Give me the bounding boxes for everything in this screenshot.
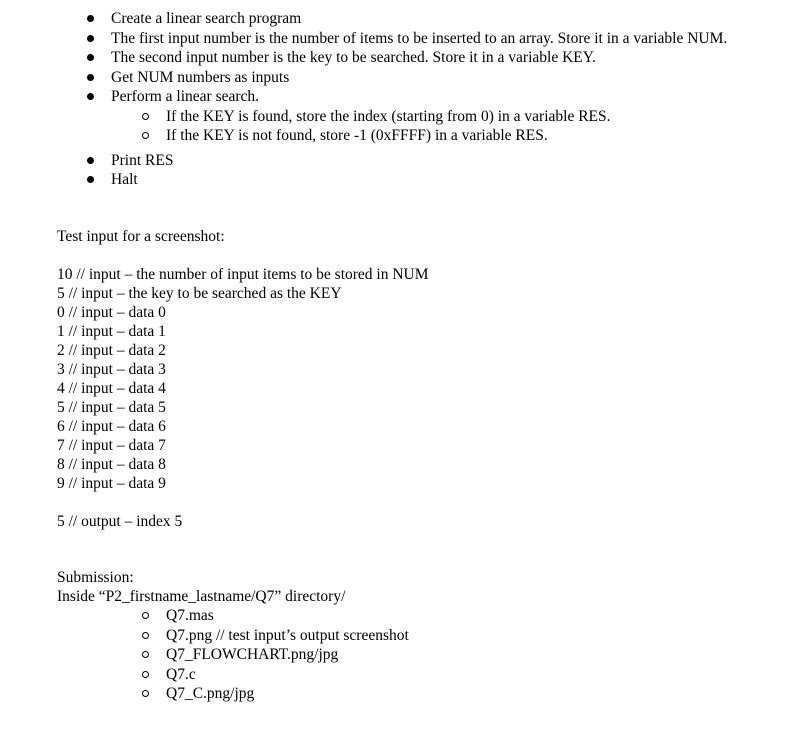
- sub-item: [111, 126, 748, 146]
- bullet-icon: [87, 54, 94, 61]
- requirement-item: [0, 151, 788, 171]
- submission-heading: Submission:: [57, 569, 134, 586]
- requirement-text: The second input number is the key to be searched. Store it in a variable KEY.: [111, 49, 596, 66]
- requirement-item: [0, 29, 788, 49]
- bullet-icon: [87, 93, 94, 100]
- test-line: 5 // input – the key to be searched as the KEY: [57, 285, 342, 302]
- requirement-item: [0, 48, 788, 68]
- requirement-text: Halt: [111, 171, 138, 188]
- submission-file-item: [0, 645, 409, 665]
- test-line: 9 // input – data 9: [57, 475, 166, 492]
- bullet-icon: [87, 74, 94, 81]
- requirement-item: [0, 9, 788, 29]
- search-sub-list: [111, 107, 748, 146]
- requirement-item: [0, 87, 788, 146]
- submission-file-list: [0, 606, 409, 704]
- circle-bullet-icon: [142, 113, 149, 120]
- test-line: 3 // input – data 3: [57, 361, 166, 378]
- test-line: 1 // input – data 1: [57, 323, 166, 340]
- test-input-block: [57, 265, 429, 493]
- sub-item: [111, 107, 748, 127]
- test-line: 10 // input – the number of input items to be stored in NUM: [57, 266, 429, 283]
- bullet-icon: [87, 176, 94, 183]
- bullet-icon: [87, 35, 94, 42]
- test-line: 8 // input – data 8: [57, 456, 166, 473]
- requirement-item: [0, 170, 788, 190]
- requirement-text: Create a linear search program: [111, 10, 302, 27]
- circle-bullet-icon: [142, 612, 149, 619]
- bullet-icon: [87, 157, 94, 164]
- test-line: 2 // input – data 2: [57, 342, 166, 359]
- submission-file-item: [0, 684, 409, 704]
- test-line: 6 // input – data 6: [57, 418, 166, 435]
- sub-item-text: If the KEY is found, store the index (starting from 0) in a variable RES.: [166, 107, 611, 125]
- test-line: 7 // input – data 7: [57, 437, 166, 454]
- requirement-text: Perform a linear search.: [111, 88, 260, 105]
- circle-bullet-icon: [142, 690, 149, 697]
- output-line: 5 // output – index 5: [57, 513, 183, 530]
- sub-item-text: If the KEY is not found, store -1 (0xFFFF) in a variable RES.: [166, 127, 548, 144]
- requirement-text: Print RES: [111, 151, 174, 169]
- submission-file-name: Q7_C.png/jpg: [166, 685, 255, 702]
- circle-bullet-icon: [142, 651, 149, 658]
- circle-bullet-icon: [142, 132, 149, 139]
- requirement-text: Get NUM numbers as inputs: [111, 68, 290, 86]
- submission-file-item: [0, 665, 409, 685]
- test-heading: Test input for a screenshot:: [57, 228, 225, 245]
- test-line: 5 // input – data 5: [57, 399, 166, 416]
- submission-file-item: [0, 626, 409, 646]
- submission-file-name: Q7.mas: [166, 607, 214, 624]
- requirement-text: The first input number is the number of items to be inserted to an array. Store it in a variable NUM.: [111, 29, 728, 47]
- circle-bullet-icon: [142, 632, 149, 639]
- submission-file-name: Q7_FLOWCHART.png/jpg: [166, 646, 339, 663]
- bullet-icon: [87, 15, 94, 22]
- test-line: 4 // input – data 4: [57, 380, 166, 397]
- requirements-list: [0, 9, 788, 190]
- submission-file-name: Q7.png // test input’s output screenshot: [166, 626, 409, 644]
- submission-file-name: Q7.c: [166, 665, 196, 683]
- submission-file-item: [0, 606, 409, 626]
- circle-bullet-icon: [142, 671, 149, 678]
- test-line: 0 // input – data 0: [57, 304, 166, 321]
- requirement-item: [0, 68, 788, 88]
- submission-directory: Inside “P2_firstname_lastname/Q7” directory/: [57, 588, 346, 605]
